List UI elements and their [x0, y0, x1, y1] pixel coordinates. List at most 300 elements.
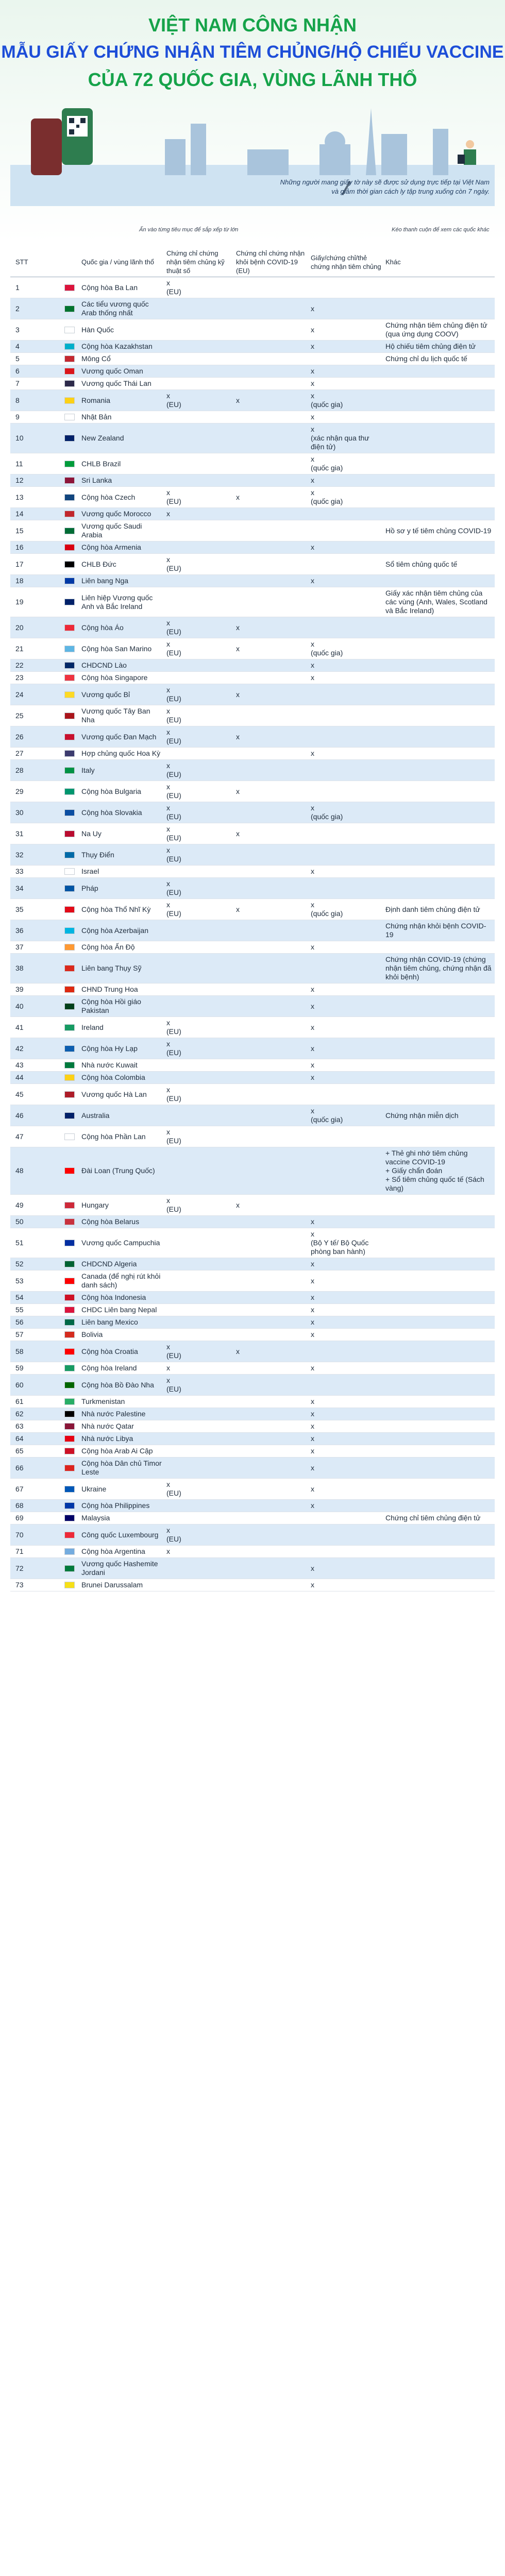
row-number	[10, 353, 59, 365]
country-name	[80, 341, 165, 352]
other-document-cell	[384, 390, 495, 411]
table-row	[10, 453, 495, 474]
header-stt[interactable]: STT	[15, 258, 28, 266]
recovery-certificate-cell	[234, 1479, 309, 1499]
other-document-cell	[384, 1375, 495, 1395]
other-document-cell	[384, 1228, 495, 1258]
row-number-text: 6	[15, 367, 20, 375]
other-document-cell	[384, 823, 495, 844]
row-number	[10, 378, 59, 389]
country-name	[80, 520, 165, 541]
recovery-certificate-cell-text: x	[236, 623, 240, 632]
recovery-certificate-cell	[234, 781, 309, 802]
other-document-cell-text: Chứng nhận tiêm chủng điện tử (qua ứng dụng COOV)	[385, 321, 487, 338]
other-document-cell	[384, 1072, 495, 1083]
row-number	[10, 802, 59, 823]
flag-icon	[64, 1319, 75, 1326]
digital-certificate-cell	[165, 319, 234, 340]
vaccination-card-cell	[309, 1292, 384, 1303]
country-name-text: Cộng hòa Hy Lạp	[81, 1044, 138, 1053]
row-number	[10, 341, 59, 352]
table-row	[10, 1072, 495, 1084]
row-number-text: 69	[15, 1514, 24, 1522]
recovery-certificate-cell	[234, 1038, 309, 1059]
flag-cell	[59, 638, 80, 659]
row-number	[10, 617, 59, 638]
other-document-cell-text: Sổ tiêm chủng quốc tế	[385, 560, 458, 568]
table-row	[10, 996, 495, 1017]
row-number	[10, 1126, 59, 1147]
vaccination-card-cell	[309, 802, 384, 823]
vaccination-card-cell	[309, 587, 384, 617]
country-name-text: Turkmenistan	[81, 1397, 125, 1405]
other-document-cell-text: Hộ chiếu tiêm chủng điện tử	[385, 342, 476, 350]
digital-certificate-cell-text: x (EU)	[166, 1019, 181, 1036]
country-name	[80, 1558, 165, 1579]
flag-cell	[59, 684, 80, 705]
other-document-cell	[384, 1396, 495, 1408]
flag-cell	[59, 453, 80, 474]
flag-icon	[64, 986, 75, 993]
table-row	[10, 365, 495, 378]
digital-certificate-cell	[165, 1258, 234, 1270]
recovery-certificate-cell-text: x	[236, 690, 240, 699]
table-row	[10, 1258, 495, 1270]
flag-icon	[64, 494, 75, 501]
digital-certificate-cell-text: x (EU)	[166, 1128, 181, 1145]
vaccination-card-cell-text: x	[311, 577, 314, 585]
vaccination-card-cell	[309, 277, 384, 298]
country-name	[80, 748, 165, 759]
country-name	[80, 1195, 165, 1215]
other-document-cell	[384, 1038, 495, 1059]
other-document-cell	[384, 1084, 495, 1105]
digital-certificate-cell	[165, 390, 234, 411]
other-document-cell	[384, 920, 495, 941]
flag-icon	[64, 1486, 75, 1493]
recovery-certificate-cell-text: x	[236, 493, 240, 501]
vaccination-card-cell-text: x	[311, 673, 314, 682]
flag-cell	[59, 587, 80, 617]
country-name	[80, 1304, 165, 1316]
country-name	[80, 1072, 165, 1083]
other-document-cell	[384, 844, 495, 865]
flag-cell	[59, 1126, 80, 1147]
recovery-certificate-cell	[234, 474, 309, 486]
digital-certificate-cell	[165, 638, 234, 659]
digital-certificate-cell	[165, 1375, 234, 1395]
row-number	[10, 487, 59, 507]
flag-cell	[59, 1396, 80, 1408]
country-name	[80, 378, 165, 389]
row-number-text: 2	[15, 304, 20, 313]
digital-certificate-cell-text: x (EU)	[166, 392, 181, 409]
flag-icon	[64, 1398, 75, 1405]
other-document-cell	[384, 1479, 495, 1499]
country-name-text: Pháp	[81, 884, 98, 892]
flag-cell	[59, 575, 80, 587]
vaccination-card-cell	[309, 984, 384, 995]
table-row	[10, 802, 495, 823]
row-number-text: 51	[15, 1239, 24, 1247]
country-name	[80, 575, 165, 587]
other-document-cell	[384, 659, 495, 671]
flag-cell	[59, 1375, 80, 1395]
vaccination-card-cell	[309, 823, 384, 844]
row-number	[10, 1084, 59, 1105]
table-row	[10, 1341, 495, 1362]
flag-cell	[59, 1479, 80, 1499]
row-number	[10, 1147, 59, 1194]
table-row	[10, 1147, 495, 1195]
flag-cell	[59, 1408, 80, 1420]
recovery-certificate-cell	[234, 341, 309, 352]
vaccination-card-cell-text: x	[311, 1061, 314, 1069]
flag-icon	[64, 734, 75, 740]
country-name	[80, 453, 165, 474]
row-number-text: 56	[15, 1318, 24, 1326]
country-name-text: Cộng hòa Belarus	[81, 1217, 140, 1226]
country-name-text: Israel	[81, 867, 99, 875]
recovery-certificate-cell	[234, 1420, 309, 1432]
country-name-text: Các tiểu vương quốc Arab thống nhất	[81, 300, 149, 317]
other-document-cell	[384, 1420, 495, 1432]
vaccination-card-cell	[309, 474, 384, 486]
row-number-text: 67	[15, 1484, 24, 1493]
vaccination-card-cell	[309, 1420, 384, 1432]
country-name-text: Cộng hòa Czech	[81, 493, 136, 501]
recovery-certificate-cell	[234, 365, 309, 377]
digital-certificate-cell	[165, 1084, 234, 1105]
recovery-certificate-cell	[234, 453, 309, 474]
flag-cell	[59, 541, 80, 553]
country-name-text: Cộng hòa Singapore	[81, 673, 148, 682]
row-number-text: 24	[15, 690, 24, 699]
flag-cell	[59, 1038, 80, 1059]
flag-icon	[64, 750, 75, 757]
row-number-text: 28	[15, 766, 24, 774]
flag-icon	[64, 1515, 75, 1521]
flag-cell	[59, 390, 80, 411]
row-number-text: 8	[15, 396, 20, 404]
vaccination-card-cell-text: x	[311, 1463, 314, 1472]
vaccination-card-cell	[309, 705, 384, 726]
flag-cell	[59, 748, 80, 759]
recovery-certificate-cell	[234, 1292, 309, 1303]
vaccination-card-cell	[309, 996, 384, 1016]
table-row	[10, 1017, 495, 1038]
table-row	[10, 638, 495, 659]
country-name	[80, 1228, 165, 1258]
vaccination-card-cell	[309, 1316, 384, 1328]
row-number	[10, 1059, 59, 1071]
recovery-certificate-cell-text: x	[236, 396, 240, 404]
row-number	[10, 899, 59, 920]
flag-icon	[64, 1465, 75, 1471]
vaccination-card-cell	[309, 1126, 384, 1147]
recovery-certificate-cell	[234, 866, 309, 877]
vaccination-card-cell	[309, 1408, 384, 1420]
flag-icon	[64, 662, 75, 669]
digital-certificate-cell	[165, 365, 234, 377]
vaccination-card-cell	[309, 1558, 384, 1579]
digital-certificate-cell-text: x (EU)	[166, 640, 181, 657]
country-name	[80, 1512, 165, 1524]
digital-certificate-cell	[165, 1105, 234, 1126]
other-document-cell	[384, 941, 495, 953]
table-row	[10, 1216, 495, 1228]
vaccination-card-cell	[309, 1195, 384, 1215]
row-number	[10, 1558, 59, 1579]
digital-certificate-cell	[165, 1433, 234, 1445]
recovery-certificate-cell	[234, 319, 309, 340]
country-name	[80, 672, 165, 684]
flag-icon	[64, 944, 75, 951]
table-header	[10, 247, 495, 277]
flag-icon	[64, 1294, 75, 1301]
table-row	[10, 748, 495, 760]
other-document-cell	[384, 617, 495, 638]
digital-certificate-cell	[165, 1362, 234, 1374]
country-name-text: Mông Cổ	[81, 354, 111, 363]
digital-certificate-cell-text: x (EU)	[166, 279, 181, 296]
header-recovery-certificate[interactable]: Chứng chỉ chứng nhận khỏi bệnh COVID-19 (EU)	[236, 249, 305, 275]
other-document-cell	[384, 1579, 495, 1591]
vaccination-card-cell	[309, 760, 384, 781]
country-name-text: Cộng hòa Indonesia	[81, 1293, 146, 1301]
recovery-certificate-cell	[234, 748, 309, 759]
vaccination-card-cell	[309, 672, 384, 684]
digital-certificate-cell	[165, 1341, 234, 1362]
country-name-text: Hungary	[81, 1200, 109, 1209]
flag-cell	[59, 1445, 80, 1457]
row-number	[10, 705, 59, 726]
digital-certificate-cell	[165, 520, 234, 541]
flag-cell	[59, 941, 80, 953]
vaccination-card-cell-text: x	[311, 379, 314, 387]
recovery-certificate-cell	[234, 1341, 309, 1362]
flag-cell	[59, 617, 80, 638]
vaccination-card-cell-text: x	[311, 943, 314, 951]
table-row	[10, 705, 495, 726]
vaccination-card-cell	[309, 1017, 384, 1038]
country-name-text: Cộng hòa Ireland	[81, 1364, 137, 1372]
digital-certificate-cell-text: x	[166, 1364, 170, 1372]
table-row	[10, 1408, 495, 1420]
vaccination-card-cell	[309, 1512, 384, 1524]
flag-cell	[59, 554, 80, 574]
vaccination-card-cell-text: x	[311, 1217, 314, 1226]
vaccination-card-cell	[309, 1375, 384, 1395]
row-number	[10, 748, 59, 759]
row-number-text: 32	[15, 850, 24, 859]
table-row	[10, 1105, 495, 1126]
digital-certificate-cell	[165, 920, 234, 941]
row-number-text: 73	[15, 1581, 24, 1589]
vaccination-card-cell-text: x	[311, 661, 314, 669]
recovery-certificate-cell	[234, 920, 309, 941]
other-document-cell	[384, 802, 495, 823]
vaccination-card-cell-text: x	[311, 867, 314, 875]
other-document-cell	[384, 298, 495, 319]
flag-cell	[59, 1304, 80, 1316]
other-document-cell	[384, 1216, 495, 1228]
other-document-cell	[384, 378, 495, 389]
vaccination-card-cell	[309, 411, 384, 423]
row-number-text: 19	[15, 598, 24, 606]
vaccination-card-cell	[309, 298, 384, 319]
digital-certificate-cell	[165, 1329, 234, 1341]
country-name	[80, 1341, 165, 1362]
vaccination-card-cell	[309, 1038, 384, 1059]
header-country[interactable]: Quốc gia / vùng lãnh thổ	[81, 258, 154, 266]
recovery-certificate-cell	[234, 1512, 309, 1524]
table-row	[10, 1038, 495, 1059]
recovery-certificate-cell	[234, 1316, 309, 1328]
vaccination-card-cell	[309, 1500, 384, 1512]
flag-cell	[59, 353, 80, 365]
recovery-certificate-cell	[234, 520, 309, 541]
row-number-text: 30	[15, 808, 24, 817]
flag-cell	[59, 1341, 80, 1362]
table-row	[10, 684, 495, 705]
table-row	[10, 1375, 495, 1396]
country-name-text: Nhà nước Palestine	[81, 1410, 146, 1418]
recovery-certificate-cell	[234, 996, 309, 1016]
flag-cell	[59, 1433, 80, 1445]
country-name-text: Vương quốc Thái Lan	[81, 379, 152, 387]
country-name	[80, 423, 165, 453]
other-document-cell	[384, 996, 495, 1016]
recovery-certificate-cell	[234, 1258, 309, 1270]
row-number	[10, 1500, 59, 1512]
row-number	[10, 277, 59, 298]
flag-icon	[64, 1365, 75, 1371]
country-name-text: Nhật Bản	[81, 413, 112, 421]
row-number-text: 45	[15, 1090, 24, 1098]
row-number	[10, 1105, 59, 1126]
other-document-cell	[384, 1292, 495, 1303]
flag-cell	[59, 899, 80, 920]
other-document-cell	[384, 474, 495, 486]
digital-certificate-cell-text: x (EU)	[166, 686, 181, 703]
header-other[interactable]: Khác	[385, 258, 401, 266]
table-row	[10, 844, 495, 866]
flag-icon	[64, 1382, 75, 1388]
flag-cell	[59, 1524, 80, 1545]
flag-icon	[64, 906, 75, 913]
other-document-cell	[384, 760, 495, 781]
row-number-text: 36	[15, 926, 24, 935]
country-name	[80, 1105, 165, 1126]
country-name-text: Hàn Quốc	[81, 325, 114, 334]
flag-cell	[59, 954, 80, 983]
header-digital-certificate[interactable]: Chứng chỉ chứng nhận tiêm chủng kỹ thuật số	[166, 249, 225, 275]
flag-icon	[64, 461, 75, 467]
table-row	[10, 411, 495, 423]
country-name-text: Vương quốc Campuchia	[81, 1239, 160, 1247]
row-number-text: 53	[15, 1276, 24, 1285]
digital-certificate-cell	[165, 1558, 234, 1579]
digital-certificate-cell-text: x (EU)	[166, 825, 181, 842]
row-number-text: 35	[15, 905, 24, 913]
row-number-text: 61	[15, 1397, 24, 1405]
flag-icon	[64, 809, 75, 816]
country-name	[80, 1500, 165, 1512]
country-name	[80, 781, 165, 802]
flag-icon	[64, 1218, 75, 1225]
recovery-certificate-cell	[234, 1500, 309, 1512]
row-number-text: 41	[15, 1023, 24, 1031]
country-name-text: CHDCND Algeria	[81, 1260, 137, 1268]
flag-cell	[59, 1316, 80, 1328]
country-name-text: Italy	[81, 766, 95, 774]
flag-cell	[59, 341, 80, 352]
digital-certificate-cell	[165, 1147, 234, 1194]
digital-certificate-cell	[165, 508, 234, 520]
flag-icon	[64, 528, 75, 534]
table-row	[10, 508, 495, 520]
row-number	[10, 844, 59, 865]
row-number-text: 50	[15, 1217, 24, 1226]
header-vaccination-card[interactable]: Giấy/chứng chỉ/thẻ chứng nhận tiêm chủng	[311, 253, 381, 270]
row-number-text: 25	[15, 711, 24, 720]
recovery-certificate-cell	[234, 760, 309, 781]
country-name-text: Australia	[81, 1111, 110, 1120]
row-number	[10, 365, 59, 377]
row-number-text: 42	[15, 1044, 24, 1053]
other-document-cell	[384, 1195, 495, 1215]
table-row	[10, 920, 495, 941]
digital-certificate-cell	[165, 554, 234, 574]
recovery-certificate-cell-text: x	[236, 1200, 240, 1209]
country-name	[80, 587, 165, 617]
flag-icon	[64, 380, 75, 387]
vaccination-card-cell	[309, 726, 384, 747]
vaccination-card-cell-text: x	[311, 1276, 314, 1285]
country-name-text: Cộng hòa Philippines	[81, 1501, 150, 1510]
other-document-cell	[384, 866, 495, 877]
row-number	[10, 508, 59, 520]
recovery-certificate-cell	[234, 508, 309, 520]
vaccination-card-cell-text: x	[311, 1330, 314, 1338]
table-row	[10, 1512, 495, 1524]
recovery-certificate-cell	[234, 617, 309, 638]
flag-icon	[64, 1074, 75, 1081]
country-name	[80, 844, 165, 865]
other-document-cell-text: Chứng nhận miễn dịch	[385, 1111, 459, 1120]
table-row	[10, 341, 495, 353]
other-document-cell	[384, 1445, 495, 1457]
recovery-certificate-cell	[234, 1147, 309, 1194]
sort-hint: Ấn vào từng tiêu mục để sắp xếp từ lớn	[139, 227, 239, 233]
vaccination-card-cell	[309, 1304, 384, 1316]
row-number	[10, 659, 59, 671]
row-number	[10, 411, 59, 423]
digital-certificate-cell-text: x (EU)	[166, 707, 181, 724]
recovery-certificate-cell	[234, 1105, 309, 1126]
table-row	[10, 520, 495, 541]
row-number	[10, 298, 59, 319]
table-row	[10, 866, 495, 878]
row-number-text: 60	[15, 1380, 24, 1389]
digital-certificate-cell	[165, 1500, 234, 1512]
flag-cell	[59, 672, 80, 684]
vaccination-card-cell-text: x	[311, 1422, 314, 1430]
country-name	[80, 277, 165, 298]
flag-icon	[64, 284, 75, 291]
vaccination-card-cell-text: x	[311, 413, 314, 421]
